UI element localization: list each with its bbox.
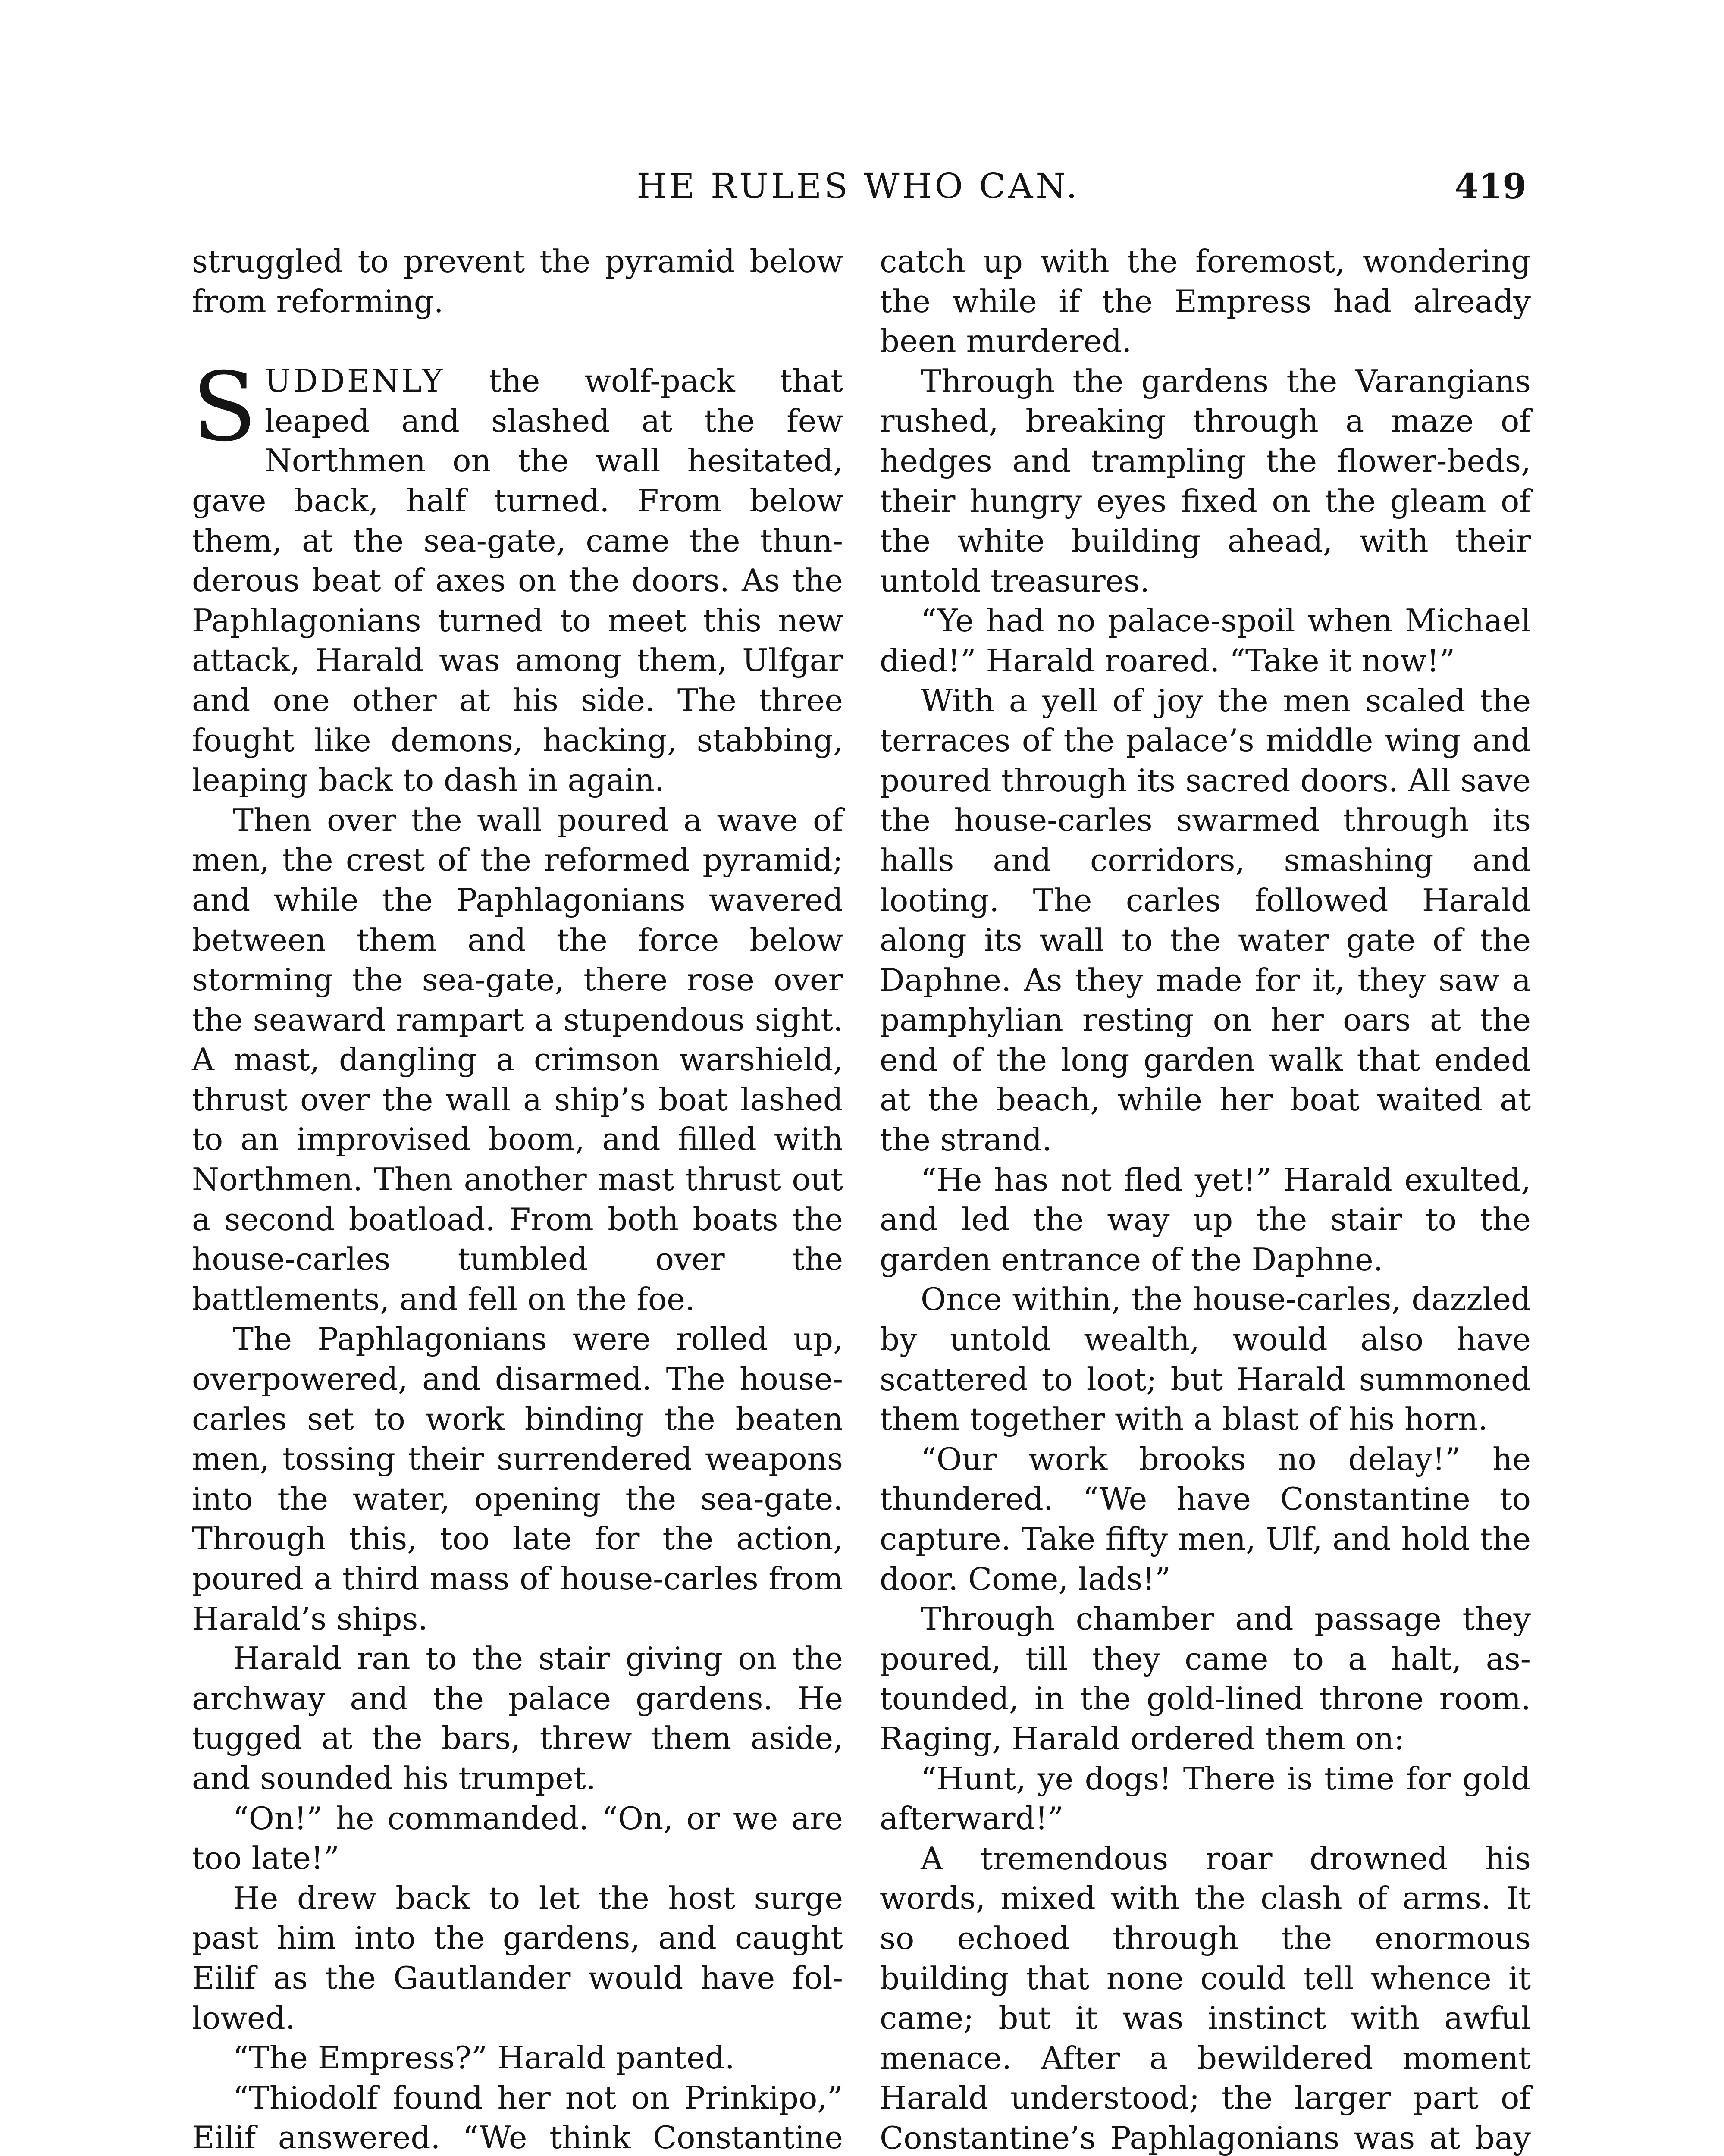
paragraph: Then over the wall poured a wave of men, the crest of the reformed pyramid; and while the Paphlagonians wavered between them and the force below storming the sea-gate, there rose over the seaward rampart a stupendous sight. A mast, dangling a crimson warshield, thrust over the wall a ship’s boat lashed to an improvised boom, and filled with Northmen. Then another mast thrust out a second boatload. From both boats the house-carles tumbled over the battlements, and fell on the foe. [192, 802, 843, 1317]
paragraph: “He has not fled yet!” Harald exulted, and led the way up the stair to the garden entrance of the Daphne. [880, 1161, 1531, 1278]
left-column [192, 241, 843, 2156]
paragraph-text: the wolf-pack that leaped and slashed at the few Northmen on the wall hesitated, gave back, half turned. From below them, at the sea-gate, came the thunderous beat of axes on the doors. As the Paphlagonians turned to meet this new attack, Harald was among them, Ulfgar and one other at his side. The three fought like demons, hacking, stabbing, leaping back to dash in again. [192, 363, 843, 799]
paragraph: The Paphlagonians were rolled up, overpowered, and disarmed. The house-carles set to work binding the beaten men, tossing their surrendered weapons into the water, opening the sea-gate. Through this, too late for the action, poured a third mass of house-carles from Harald’s ships. [192, 1321, 843, 1637]
paragraph: He drew back to let the host surge past him into the gardens, and caught Eilif as the Gautlander would have followed. [192, 1880, 843, 2036]
paragraph: “Ye had no palace-spoil when Michael died!” Harald roared. “Take it now!” [880, 602, 1531, 679]
paragraph: “Our work brooks no delay!” he thundered. “We have Constantine to capture. Take fifty men, Ulf, and hold the door. Come, lads!” [880, 1441, 1531, 1597]
paragraph: “On!” he commanded. “On, or we are too late!” [192, 1800, 843, 1877]
page-header [190, 162, 1527, 213]
paragraph: A tremendous roar drowned his words, mixed with the clash of arms. It so echoed through the enormous building that none could tell whence it came; but it was instinct with awful menace. After a bewildered moment Harald understood; the larger part of Constantine’s Paphlagonians was at bay [880, 1840, 1531, 2156]
paragraph: “The Empress?” Harald panted. [233, 2040, 735, 2076]
paragraph: Once within, the house-carles, dazzled by untold wealth, would also have scattered to loot; but Harald summoned them together with a blast of his horn. [880, 1281, 1531, 1438]
paragraph: Through chamber and passage they poured, till they came to a halt, astounded, in the gold-lined throne room. Raging, Harald ordered them on: [880, 1601, 1531, 1757]
drop-cap: S [192, 352, 257, 463]
paragraph: Through the gardens the Varangians rushed, breaking through a maze of hedges and trampling the flower-beds, their hungry eyes fixed on the gleam of the white building ahead, with their untold treasures. [880, 363, 1531, 599]
page-number: 419 [1454, 166, 1527, 207]
paragraph: “Hunt, ye dogs! There is time for gold afterward!” [880, 1760, 1531, 1837]
paragraph: struggled to prevent the pyramid below from reforming. [192, 243, 843, 320]
right-column [880, 241, 1531, 2156]
paragraph: “Thiodolf found her not on Prinkipo,” Eilif answered. “We think Constantine [192, 2079, 843, 2156]
paragraph: catch up with the foremost, wondering the while if the Empress had already been murdered. [880, 243, 1531, 360]
paragraph: Harald ran to the stair giving on the archway and the palace gardens. He tugged at the bars, threw them aside, and sounded his trumpet. [192, 1640, 843, 1796]
opening-caps: UDDENLY [264, 363, 445, 399]
paragraph-dropcap [192, 352, 843, 800]
paragraph: With a yell of joy the men scaled the terraces of the palace’s middle wing and poured through its sacred doors. All save the house-carles swarmed through its halls and corridors, smashing and looting. The carles followed Harald along its wall to the water gate of the Daphne. As they made for it, they saw a pamphylian resting on her oars at the end of the long garden walk that ended at the beach, while her boat waited at the strand. [880, 682, 1531, 1158]
running-title: HE RULES WHO CAN. [636, 166, 1080, 206]
